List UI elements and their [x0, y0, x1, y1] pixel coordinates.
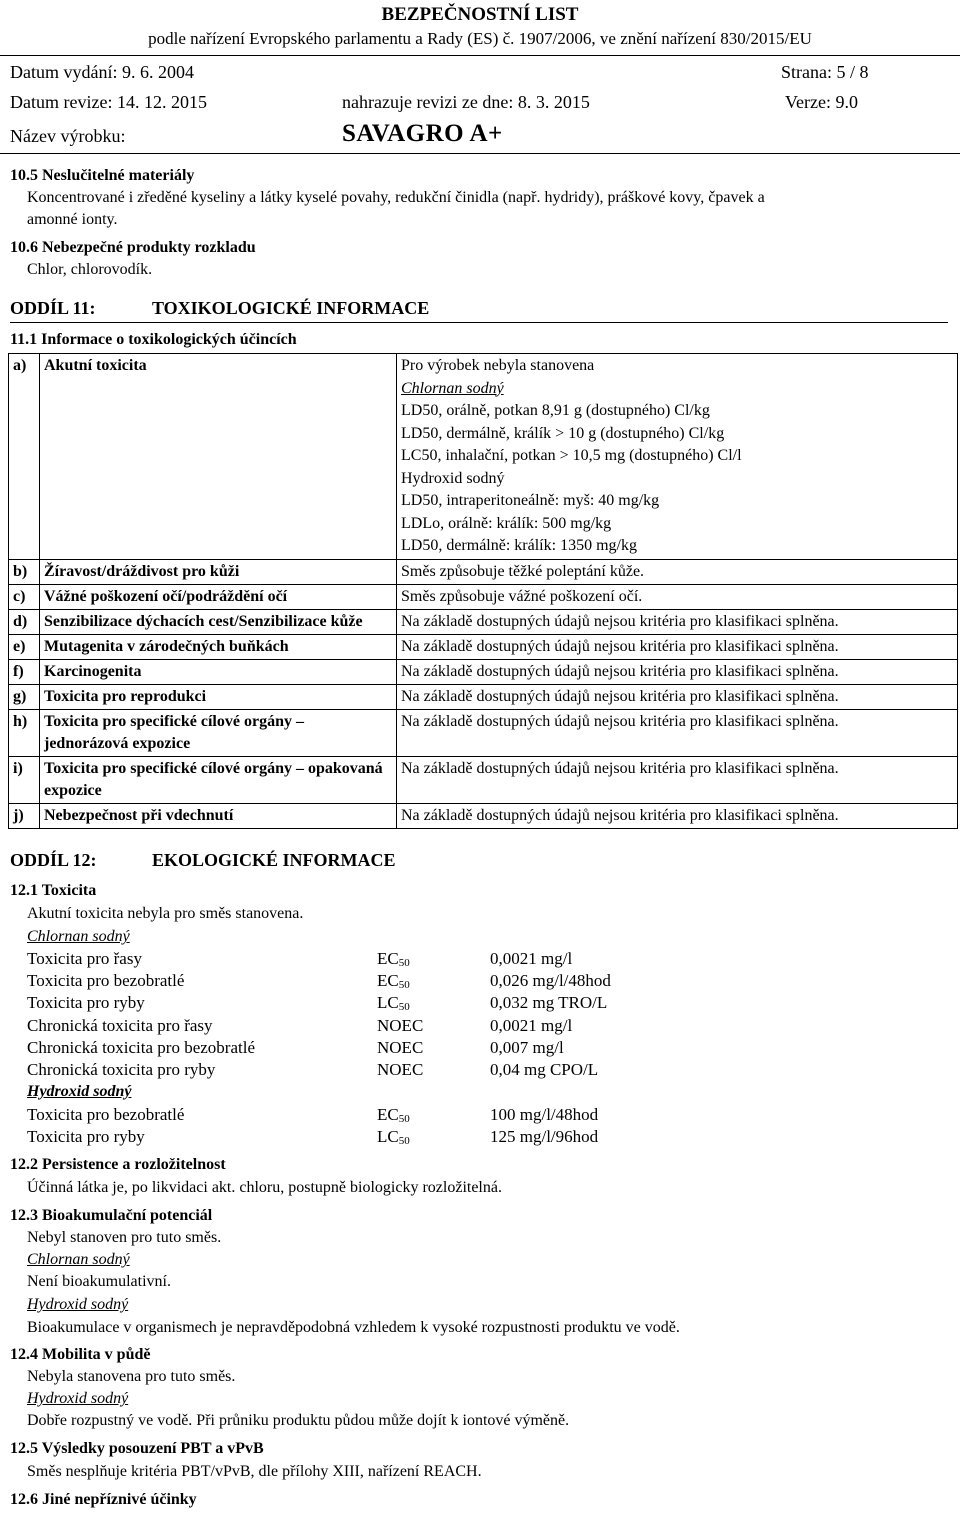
- s12-2-title: 12.2 Persistence a rozložitelnost: [10, 1156, 226, 1173]
- ecotox-name: Toxicita pro bezobratlé: [27, 1105, 185, 1124]
- header-divider: [0, 55, 960, 56]
- ecotox-param-sub: 50: [398, 1135, 410, 1147]
- tox-value: Na základě dostupných údajů nejsou kritéria pro klasifikaci splněna.: [397, 709, 958, 756]
- tox-row: [9, 584, 958, 609]
- tox-letter: g): [9, 684, 40, 709]
- s12-3-text-2: Není bioakumulativní.: [27, 1273, 171, 1290]
- s12-2-text: Účinná látka je, po likvidaci akt. chloru, postupně biologicky rozložitelná.: [27, 1179, 502, 1196]
- ecotox-param: [377, 971, 410, 991]
- ecotox-name: Toxicita pro bezobratlé: [27, 971, 185, 990]
- replaces-revision: nahrazuje revizi ze dne: 8. 3. 2015: [342, 92, 590, 112]
- version: Verze: 9.0: [785, 92, 858, 112]
- tox-letter: a): [9, 354, 40, 560]
- ecotox-param: [377, 1105, 410, 1125]
- tox-name: Senzibilizace dýchacích cest/Senzibilizace kůže: [40, 609, 397, 634]
- tox-letter: i): [9, 756, 40, 803]
- ecotox-name: Toxicita pro ryby: [27, 993, 145, 1012]
- s12-3-substance-chlornan: Chlornan sodný: [27, 1251, 130, 1268]
- ecotox-param-text: EC: [377, 949, 399, 968]
- s12-3-title: 12.3 Bioakumulační potenciál: [10, 1207, 213, 1224]
- ecotox-substance-chlornan: Chlornan sodný: [27, 928, 130, 945]
- tox-value: Na základě dostupných údajů nejsou kritéria pro klasifikaci splněna.: [397, 684, 958, 709]
- tox-name: Karcinogenita: [40, 659, 397, 684]
- tox-name: Mutagenita v zárodečných buňkách: [40, 634, 397, 659]
- tox-value: Směs způsobuje těžké poleptání kůže.: [397, 559, 958, 584]
- tox-value: Na základě dostupných údajů nejsou kritéria pro klasifikaci splněna.: [397, 634, 958, 659]
- ecotox-value: 0,026 mg/l/48hod: [490, 971, 611, 990]
- tox-row: [9, 559, 958, 584]
- page-number: Strana: 5 / 8: [781, 62, 869, 82]
- ecotox-param-sub: 50: [398, 1001, 410, 1013]
- s12-number: ODDÍL 12:: [10, 850, 97, 870]
- tox-value-line: LDLo, orálně: králík: 500 mg/kg: [401, 514, 612, 532]
- tox-row: [9, 709, 958, 756]
- toxicology-table: [8, 353, 958, 829]
- ecotox-param: NOEC: [377, 1038, 424, 1057]
- product-label: Název výrobku:: [10, 126, 126, 146]
- header-bottom-divider: [0, 153, 960, 154]
- ecotox-name: Toxicita pro řasy: [27, 949, 142, 968]
- tox-value: Na základě dostupných údajů nejsou kritéria pro klasifikaci splněna.: [397, 803, 958, 828]
- s10-5-text-2: amonné ionty.: [27, 211, 118, 228]
- ecotox-param: [377, 1127, 410, 1147]
- s12-1-title: 12.1 Toxicita: [10, 882, 97, 899]
- tox-letter: c): [9, 584, 40, 609]
- ecotox-param-text: EC: [377, 971, 399, 990]
- tox-name: Vážné poškození očí/podráždění očí: [40, 584, 397, 609]
- document-title: BEZPEČNOSTNÍ LIST: [381, 4, 579, 25]
- tox-value-line: LC50, inhalační, potkan > 10,5 mg (dostupného) Cl/l: [401, 447, 742, 464]
- tox-name: Akutní toxicita: [40, 354, 397, 560]
- s12-5-text: Směs nesplňuje kritéria PBT/vPvB, dle přílohy XIII, nařízení REACH.: [27, 1463, 482, 1480]
- tox-row: [9, 803, 958, 828]
- s12-3-text-3: Bioakumulace v organismech je nepravděpodobná vzhledem k vysoké rozpustnosti produktu ve vodě.: [27, 1319, 680, 1336]
- tox-row: [9, 354, 958, 560]
- s10-5-text-1: Koncentrované i zředěné kyseliny a látky kyselé povahy, redukční činidla (např. hydridy), práškové kovy, čpavek a: [27, 189, 765, 206]
- tox-letter: f): [9, 659, 40, 684]
- tox-row: [9, 756, 958, 803]
- ecotox-name: Chronická toxicita pro ryby: [27, 1060, 216, 1079]
- tox-name: Nebezpečnost při vdechnutí: [40, 803, 397, 828]
- regulation-subtitle: podle nařízení Evropského parlamentu a Rady (ES) č. 1907/2006, ve znění nařízení 830/2015/EU: [148, 29, 812, 48]
- ecotox-value: 0,007 mg/l: [490, 1038, 564, 1057]
- tox-value-line: Pro výrobek nebyla stanovena: [401, 357, 595, 374]
- tox-row: [9, 609, 958, 634]
- s10-6-title: 10.6 Nebezpečné produkty rozkladu: [10, 239, 256, 256]
- s10-6-text: Chlor, chlorovodík.: [27, 261, 153, 278]
- revision-date: Datum revize: 14. 12. 2015: [10, 92, 207, 112]
- ecotox-param: [377, 949, 410, 969]
- s12-4-text-2: Dobře rozpustný ve vodě. Při průniku produktu půdou může dojít k iontové výměně.: [27, 1412, 570, 1429]
- s12-5-title: 12.5 Výsledky posouzení PBT a vPvB: [10, 1440, 264, 1457]
- ecotox-name: Chronická toxicita pro bezobratlé: [27, 1038, 255, 1057]
- tox-name: Toxicita pro specifické cílové orgány – jednorázová expozice: [40, 709, 397, 756]
- tox-name: Žíravost/dráždivost pro kůži: [40, 559, 397, 584]
- ecotox-param-text: EC: [377, 1105, 399, 1124]
- tox-name: Toxicita pro specifické cílové orgány – opakovaná expozice: [40, 756, 397, 803]
- ecotox-value: 100 mg/l/48hod: [490, 1105, 599, 1124]
- tox-value: Na základě dostupných údajů nejsou kritéria pro klasifikaci splněna.: [397, 609, 958, 634]
- ecotox-value: 125 mg/l/96hod: [490, 1127, 599, 1146]
- tox-value: Směs způsobuje vážné poškození očí.: [397, 584, 958, 609]
- tox-value-line: LD50, orálně, potkan 8,91 g (dostupného) Cl/kg: [401, 402, 710, 419]
- tox-letter: h): [9, 709, 40, 756]
- tox-value: Na základě dostupných údajů nejsou kritéria pro klasifikaci splněna.: [397, 659, 958, 684]
- ecotox-param-text: LC: [377, 993, 399, 1012]
- s10-5-title: 10.5 Neslučitelné materiály: [10, 167, 195, 184]
- ecotox-value: 0,032 mg TRO/L: [490, 993, 608, 1012]
- s12-title: EKOLOGICKÉ INFORMACE: [152, 850, 396, 870]
- s12-1-intro: Akutní toxicita nebyla pro směs stanovena.: [27, 905, 304, 922]
- tox-letter: j): [9, 803, 40, 828]
- tox-value-line: LD50, dermálně: králík: 1350 mg/kg: [401, 537, 637, 554]
- tox-substance-hydroxid: Hydroxid sodný: [401, 469, 505, 487]
- ecotox-name: Toxicita pro ryby: [27, 1127, 145, 1146]
- issue-date: Datum vydání: 9. 6. 2004: [10, 62, 194, 82]
- ecotox-param: NOEC: [377, 1016, 424, 1035]
- ecotox-param: [377, 993, 410, 1013]
- tox-name: Toxicita pro reprodukci: [40, 684, 397, 709]
- s12-6-title: 12.6 Jiné nepříznivé účinky: [10, 1491, 197, 1508]
- tox-letter: b): [9, 559, 40, 584]
- ecotox-param-sub: 50: [398, 957, 410, 969]
- tox-value: [397, 354, 958, 560]
- tox-value: Na základě dostupných údajů nejsou kritéria pro klasifikaci splněna.: [397, 756, 958, 803]
- s11-number: ODDÍL 11:: [10, 298, 96, 318]
- ecotox-value: 0,0021 mg/l: [490, 1016, 573, 1035]
- product-name: SAVAGRO A+: [342, 120, 503, 147]
- tox-substance-chlornan: Chlornan sodný: [401, 379, 504, 397]
- s11-title: TOXIKOLOGICKÉ INFORMACE: [152, 298, 430, 318]
- s12-3-text-1: Nebyl stanoven pro tuto směs.: [27, 1229, 222, 1246]
- s11-rule: [10, 322, 948, 323]
- s12-3-substance-hydroxid: Hydroxid sodný: [27, 1296, 129, 1313]
- ecotox-param-text: LC: [377, 1127, 399, 1146]
- ecotox-value: 0,04 mg CPO/L: [490, 1060, 599, 1079]
- tox-row: [9, 684, 958, 709]
- tox-letter: d): [9, 609, 40, 634]
- s12-4-text-1: Nebyla stanovena pro tuto směs.: [27, 1368, 236, 1385]
- ecotox-param-sub: 50: [398, 979, 410, 991]
- tox-value-line: LD50, intraperitoneálně: myš: 40 mg/kg: [401, 492, 660, 509]
- tox-value-line: LD50, dermálně, králík > 10 g (dostupného) Cl/kg: [401, 424, 725, 442]
- s11-1-title: 11.1 Informace o toxikologických účincích: [10, 331, 297, 348]
- ecotox-param: NOEC: [377, 1060, 424, 1079]
- s12-4-title: 12.4 Mobilita v půdě: [10, 1346, 151, 1363]
- ecotox-value: 0,0021 mg/l: [490, 949, 573, 968]
- s12-4-substance-hydroxid: Hydroxid sodný: [27, 1390, 129, 1407]
- tox-row: [9, 634, 958, 659]
- ecotox-substance-hydroxid: Hydroxid sodný: [27, 1083, 132, 1100]
- tox-row: [9, 659, 958, 684]
- ecotox-param-sub: 50: [398, 1113, 410, 1125]
- tox-letter: e): [9, 634, 40, 659]
- ecotox-name: Chronická toxicita pro řasy: [27, 1016, 213, 1035]
